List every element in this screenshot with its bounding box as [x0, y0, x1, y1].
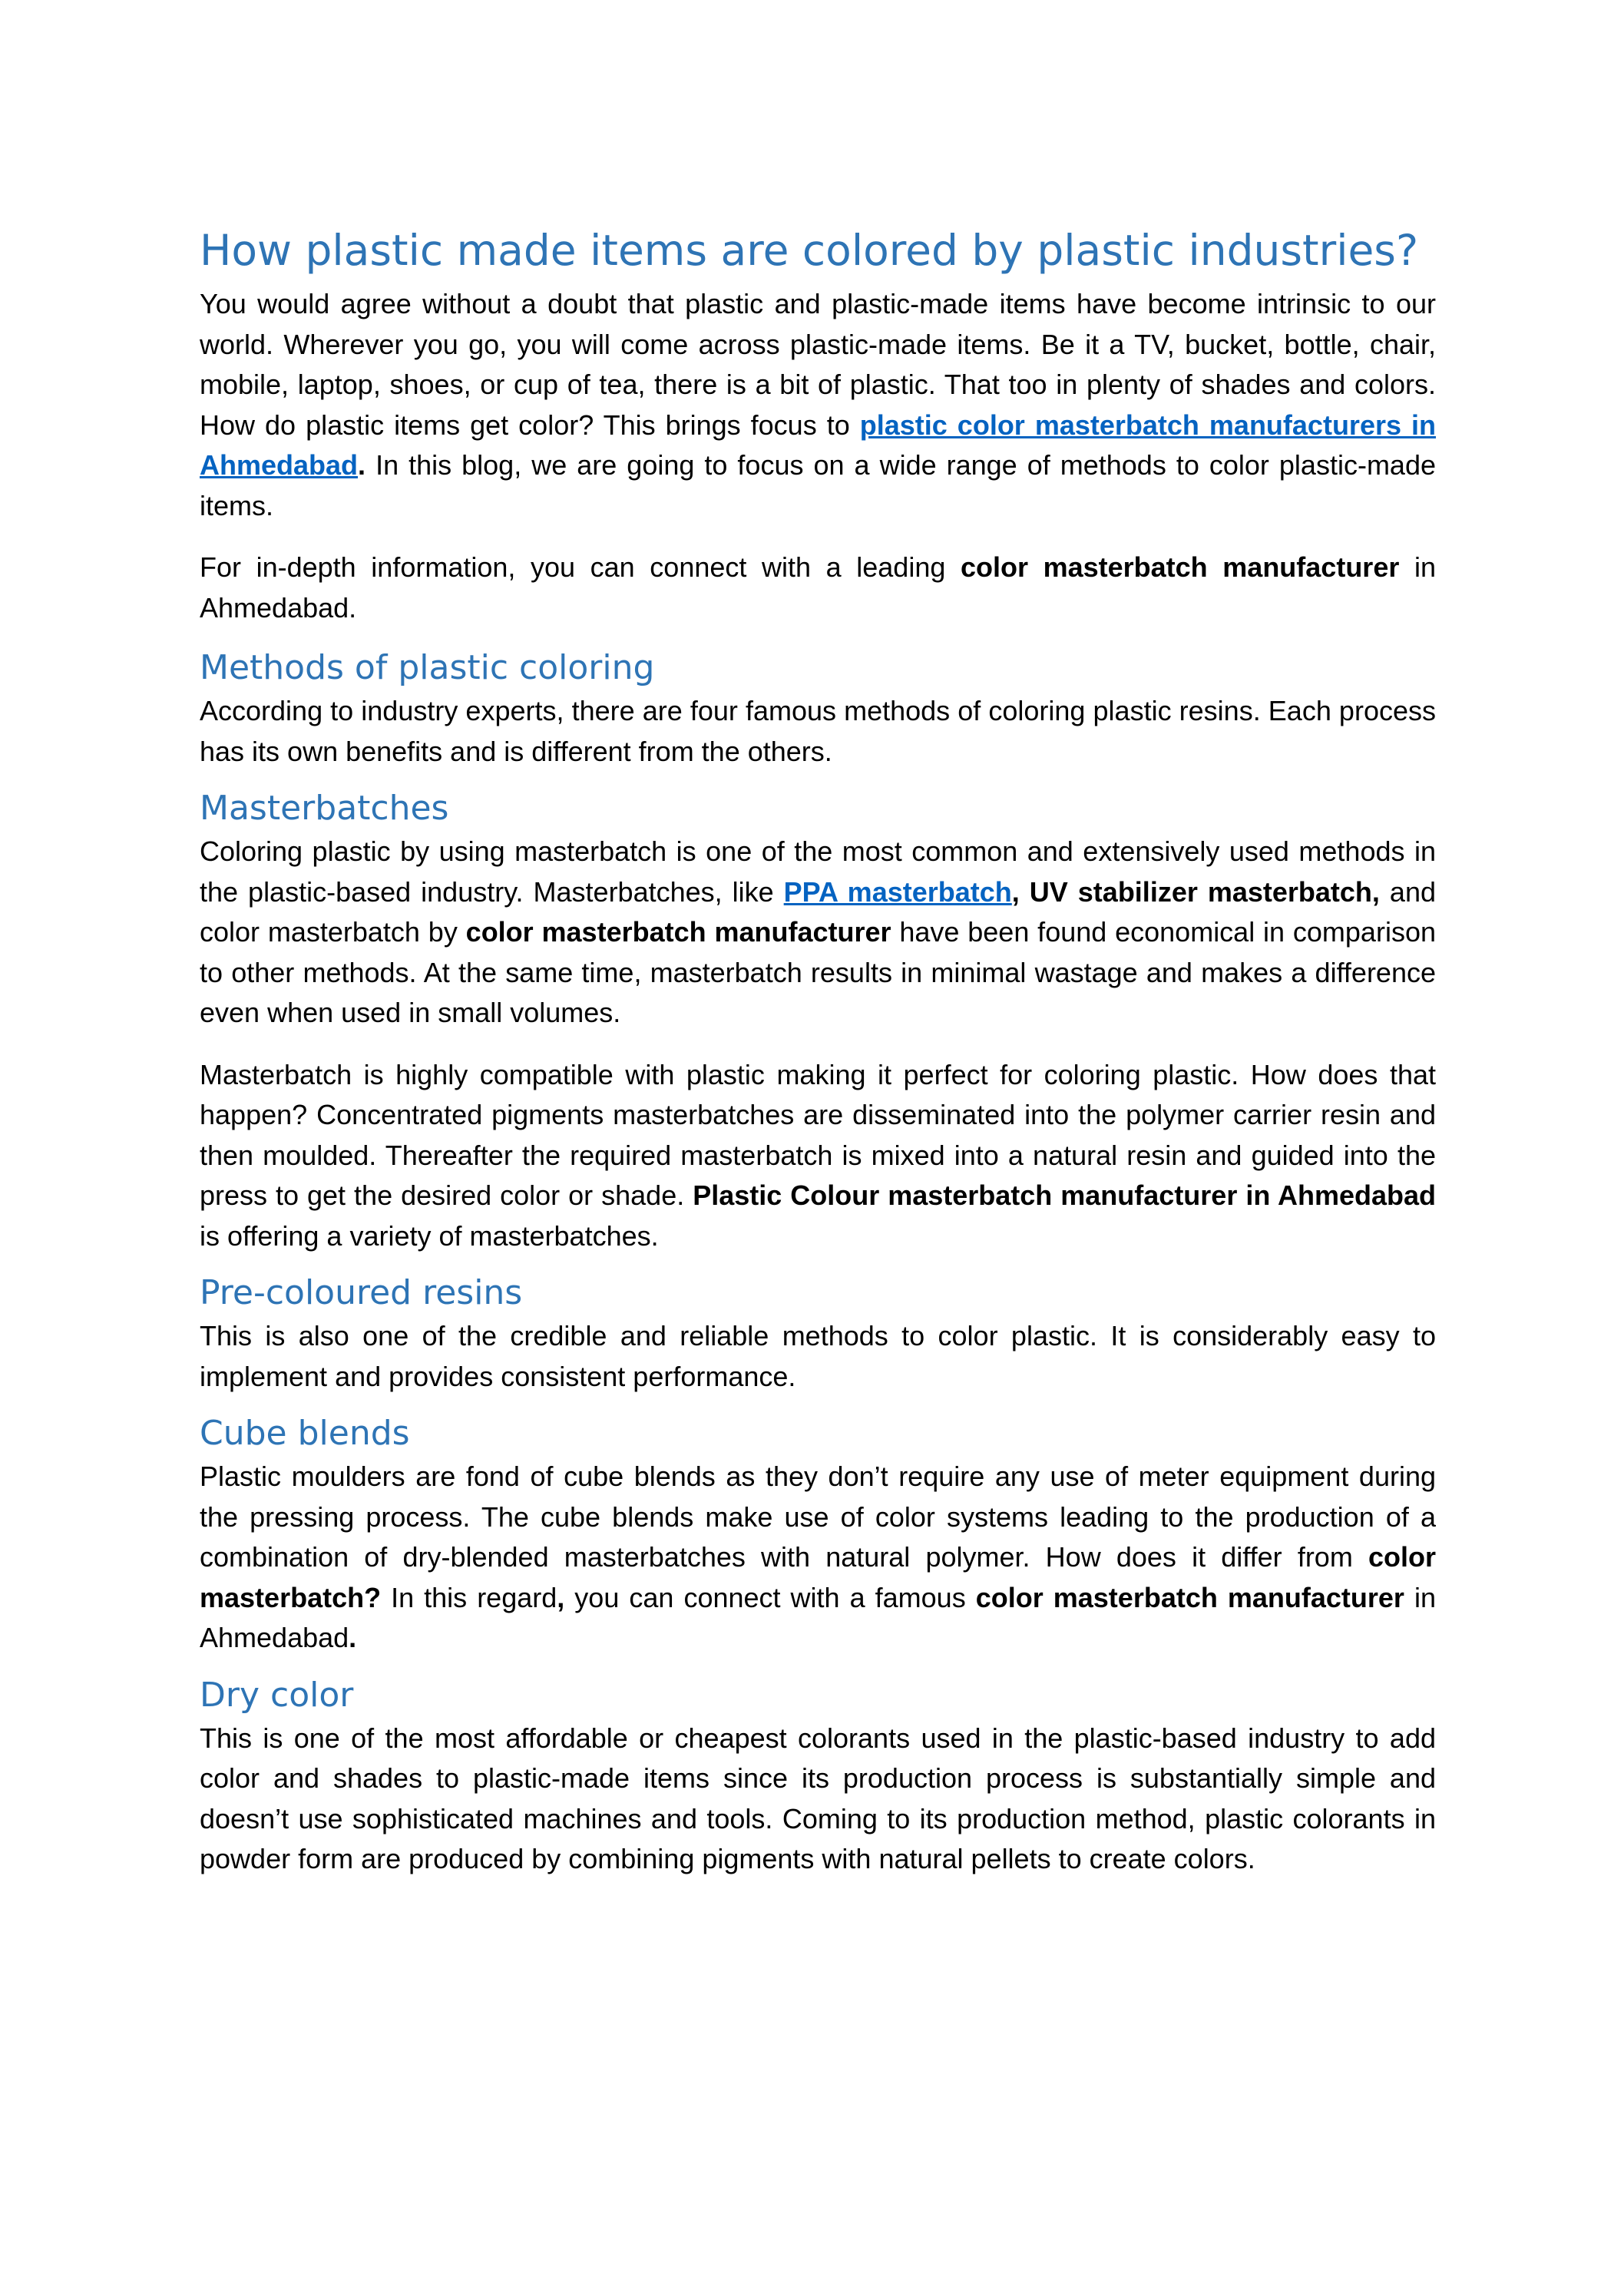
plastic-color-masterbatch-link[interactable]: plastic color masterbatch manufacturers in Ahmedabad — [200, 409, 1436, 481]
heading-masterbatches: Masterbatches — [200, 789, 449, 828]
pre-coloured-paragraph: This is also one of the credible and reliable methods to color plastic. It is considerably easy to implement and provides consistent performance. — [200, 1320, 1436, 1392]
document-page — [200, 223, 1436, 1880]
intro-paragraph-1: You would agree without a doubt that plastic and plastic-made items have become intrinsic to our world. Wherever you go, you will come across plastic-made items. Be it a TV, bucket, bottle, chair, mobile, laptop, shoes, or cup of tea, there is a bit of plastic. That too in plenty of shades and colors. How do plastic items get color? This brings focus to plastic color masterbatch manufacturers in Ahmedabad. In this blog, we are going to focus on a wide range of methods to color plastic-made items. — [200, 288, 1436, 521]
heading-pre-coloured-resins: Pre-coloured resins — [200, 1273, 523, 1312]
masterbatches-paragraph-1: Coloring plastic by using masterbatch is one of the most common and extensively used methods in the plastic-based industry. Masterbatches, like PPA masterbatch, UV stabilizer masterbatch, and color masterbatch by color masterbatch manufacturer have been found economical in comparison to other methods. At the same time, masterbatch results in minimal wastage and makes a difference even when used in small volumes. — [200, 835, 1436, 1028]
cube-blends-paragraph: Plastic moulders are fond of cube blends as they don’t require any use of meter equipment during the pressing process. The cube blends make use of color systems leading to the production of a combination of dry-blended masterbatches with natural polymer. How does it differ from color masterbatch? In this regard, you can connect with a famous color masterbatch manufacturer in Ahmedabad. — [200, 1461, 1436, 1653]
ppa-masterbatch-link[interactable]: PPA masterbatch — [783, 875, 1012, 908]
dry-color-paragraph: This is one of the most affordable or cheapest colorants used in the plastic-based industry to add color and shades to plastic-made items since its production process is substantially simple and doesn’t use sophisticated machines and tools. Coming to its production method, plastic colorants in powder form are produced by combining pigments with natural pellets to create colors. — [200, 1722, 1436, 1874]
page-title: How plastic made items are colored by plastic industries? — [200, 226, 1419, 275]
heading-cube-blends: Cube blends — [200, 1414, 410, 1453]
heading-dry-color: Dry color — [200, 1675, 354, 1715]
intro-paragraph-2: For in-depth information, you can connect with a leading color masterbatch manufacturer in Ahmedabad. — [200, 551, 1436, 624]
methods-paragraph: According to industry experts, there are four famous methods of coloring plastic resins. Each process has its own benefits and is different from the others. — [200, 695, 1436, 767]
heading-methods: Methods of plastic coloring — [200, 648, 655, 687]
masterbatches-paragraph-2: Masterbatch is highly compatible with plastic making it perfect for coloring plastic. How does that happen? Concentrated pigments masterbatches are disseminated into the polymer carrier resin and then moulded. Thereafter the required masterbatch is mixed into a natural resin and guided into the press to get the desired color or shade. Plastic Colour masterbatch manufacturer in Ahmedabad is offering a variety of masterbatches. — [200, 1058, 1436, 1252]
